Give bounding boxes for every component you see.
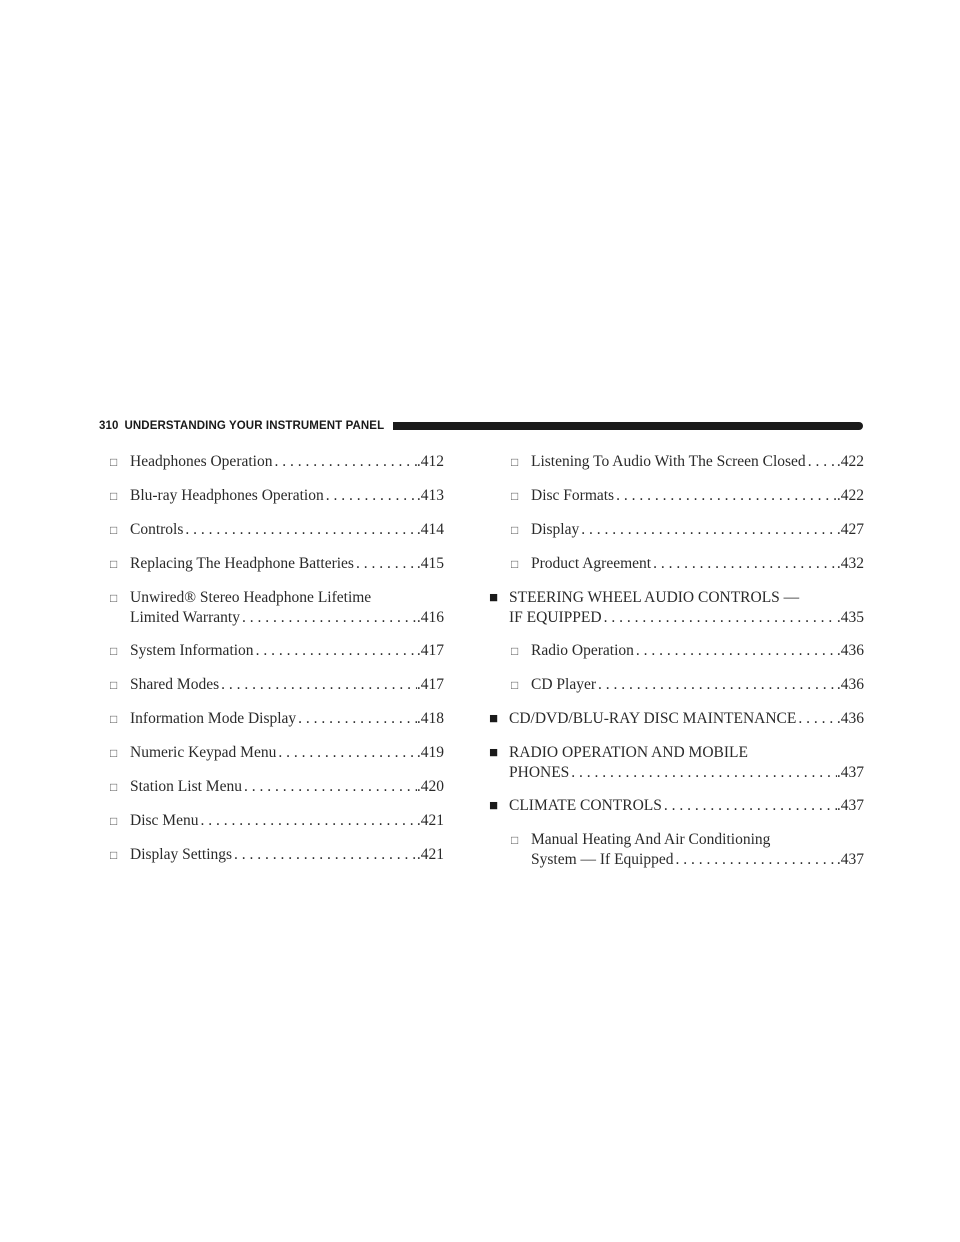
toc-entry-title: Information Mode Display	[130, 710, 297, 727]
sub-bullet-icon: □	[110, 557, 118, 571]
toc-entry[interactable]	[489, 486, 864, 506]
toc-entry-page: .419	[416, 744, 444, 761]
toc-entry[interactable]	[489, 520, 864, 540]
sub-bullet-icon: □	[511, 455, 519, 469]
toc-section-entry[interactable]	[489, 588, 864, 628]
toc-entry-title: Display	[531, 521, 580, 538]
toc-entry-title: Listening To Audio With The Screen Closed	[531, 453, 806, 470]
toc-entry-page: .415	[416, 555, 444, 572]
toc-entry[interactable]	[110, 641, 444, 661]
toc-entry-page: .421	[416, 846, 444, 863]
toc-entry-page: .437	[836, 764, 864, 781]
toc-section-entry[interactable]	[489, 709, 864, 729]
leader-dots	[234, 845, 417, 865]
toc-entry-title: Headphones Operation	[130, 453, 273, 470]
toc-section-entry[interactable]	[489, 743, 864, 783]
leader-dots	[221, 675, 417, 695]
toc-entry[interactable]	[489, 675, 864, 695]
leader-dots	[676, 850, 837, 870]
header-rule	[393, 422, 863, 430]
leader-dots	[664, 796, 837, 816]
leader-dots	[571, 763, 837, 783]
toc-section-entry[interactable]	[489, 796, 864, 816]
toc-entry-page: .412	[416, 453, 444, 470]
sub-bullet-icon: □	[511, 644, 519, 658]
main-bullet-icon: ■	[489, 745, 499, 761]
toc-entry[interactable]	[110, 709, 444, 729]
toc-section-title-line1: STEERING WHEEL AUDIO CONTROLS —	[509, 589, 800, 606]
leader-dots	[798, 709, 837, 729]
main-bullet-icon: ■	[489, 590, 499, 606]
toc-section-title-line2: PHONES	[509, 764, 570, 781]
leader-dots	[598, 675, 837, 695]
sub-bullet-icon: □	[511, 678, 519, 692]
leader-dots	[185, 520, 416, 540]
sub-bullet-icon: □	[110, 780, 118, 794]
toc-entry-page: .417	[416, 676, 444, 693]
toc-entry-page: .414	[416, 521, 444, 538]
toc-entry-title: System Information	[130, 642, 254, 659]
leader-dots	[326, 486, 417, 506]
toc-entry-title: Product Agreement	[531, 555, 652, 572]
sub-bullet-icon: □	[511, 523, 519, 537]
leader-dots	[356, 554, 417, 574]
leader-dots	[242, 608, 417, 628]
toc-entry-page: .413	[416, 487, 444, 504]
sub-bullet-icon: □	[110, 746, 118, 760]
toc-entry[interactable]	[110, 845, 444, 865]
toc-entry-page: .427	[836, 521, 864, 538]
toc-entry-page: .436	[836, 676, 864, 693]
page-header	[99, 419, 863, 433]
sub-bullet-icon: □	[511, 833, 519, 847]
toc-entry-page: .436	[836, 642, 864, 659]
toc-entry[interactable]	[489, 554, 864, 574]
toc-entry[interactable]	[110, 486, 444, 506]
toc-entry[interactable]	[110, 777, 444, 797]
leader-dots	[653, 554, 837, 574]
leader-dots	[244, 777, 417, 797]
toc-entry[interactable]	[110, 554, 444, 574]
toc-entry-title: Numeric Keypad Menu	[130, 744, 277, 761]
toc-section-title: CD/DVD/BLU-RAY DISC MAINTENANCE	[509, 710, 797, 727]
toc-entry-title: Disc Formats	[531, 487, 615, 504]
toc-entry[interactable]	[110, 520, 444, 540]
sub-bullet-icon: □	[110, 455, 118, 469]
toc-entry-page: .437	[836, 851, 864, 868]
toc-entry-title: CD Player	[531, 676, 597, 693]
leader-dots	[616, 486, 837, 506]
toc-entry-title-line1: Manual Heating And Air Conditioning	[531, 831, 771, 848]
toc-entry[interactable]	[110, 452, 444, 472]
sub-bullet-icon: □	[110, 712, 118, 726]
main-bullet-icon: ■	[489, 711, 499, 727]
section-title: UNDERSTANDING YOUR INSTRUMENT PANEL	[124, 420, 385, 432]
sub-bullet-icon: □	[511, 557, 519, 571]
leader-dots	[256, 641, 417, 661]
toc-entry[interactable]	[489, 641, 864, 661]
page-number: 310	[99, 420, 119, 432]
leader-dots	[298, 709, 417, 729]
toc-entry-page: .437	[836, 797, 864, 814]
sub-bullet-icon: □	[511, 489, 519, 503]
leader-dots	[278, 743, 417, 763]
toc-entry[interactable]	[110, 811, 444, 831]
toc-entry-page: .432	[836, 555, 864, 572]
sub-bullet-icon: □	[110, 848, 118, 862]
sub-bullet-icon: □	[110, 591, 118, 605]
toc-entry-title-line1: Unwired® Stereo Headphone Lifetime	[130, 589, 372, 606]
toc-entry[interactable]	[489, 452, 864, 472]
leader-dots	[808, 452, 837, 472]
sub-bullet-icon: □	[110, 523, 118, 537]
sub-bullet-icon: □	[110, 644, 118, 658]
toc-entry-page: .418	[416, 710, 444, 727]
toc-entry-page: .421	[416, 812, 444, 829]
leader-dots	[604, 608, 837, 628]
toc-section-title-line1: RADIO OPERATION AND MOBILE	[509, 744, 748, 761]
toc-section-title: CLIMATE CONTROLS	[509, 797, 662, 814]
toc-entry-page: .435	[836, 609, 864, 626]
toc-entry-title: Display Settings	[130, 846, 233, 863]
toc-entry[interactable]	[110, 588, 444, 628]
toc-entry-page: .436	[836, 710, 864, 727]
toc-entry[interactable]	[110, 675, 444, 695]
toc-entry[interactable]	[110, 743, 444, 763]
toc-entry-title-line2: Limited Warranty	[130, 609, 240, 626]
leader-dots	[581, 520, 837, 540]
toc-entry-title: Controls	[130, 521, 184, 538]
sub-bullet-icon: □	[110, 814, 118, 828]
main-bullet-icon: ■	[489, 798, 499, 814]
leader-dots	[636, 641, 837, 661]
toc-entry-title: Radio Operation	[531, 642, 634, 659]
toc-entry-page: .420	[416, 778, 444, 795]
toc-entry-page: .422	[836, 487, 864, 504]
toc-entry-title: Blu-ray Headphones Operation	[130, 487, 324, 504]
leader-dots	[274, 452, 416, 472]
toc-entry-page: .417	[416, 642, 444, 659]
toc-entry-title: Disc Menu	[130, 812, 199, 829]
toc-entry-title-line2: System — If Equipped	[531, 851, 674, 868]
leader-dots	[200, 811, 416, 831]
toc-entry-title: Replacing The Headphone Batteries	[130, 555, 354, 572]
toc-entry-page: .416	[416, 609, 444, 626]
sub-bullet-icon: □	[110, 489, 118, 503]
toc-entry[interactable]	[489, 830, 864, 870]
toc-section-title-line2: IF EQUIPPED	[509, 609, 602, 626]
sub-bullet-icon: □	[110, 678, 118, 692]
toc-entry-page: .422	[836, 453, 864, 470]
toc-entry-title: Shared Modes	[130, 676, 220, 693]
toc-entry-title: Station List Menu	[130, 778, 242, 795]
